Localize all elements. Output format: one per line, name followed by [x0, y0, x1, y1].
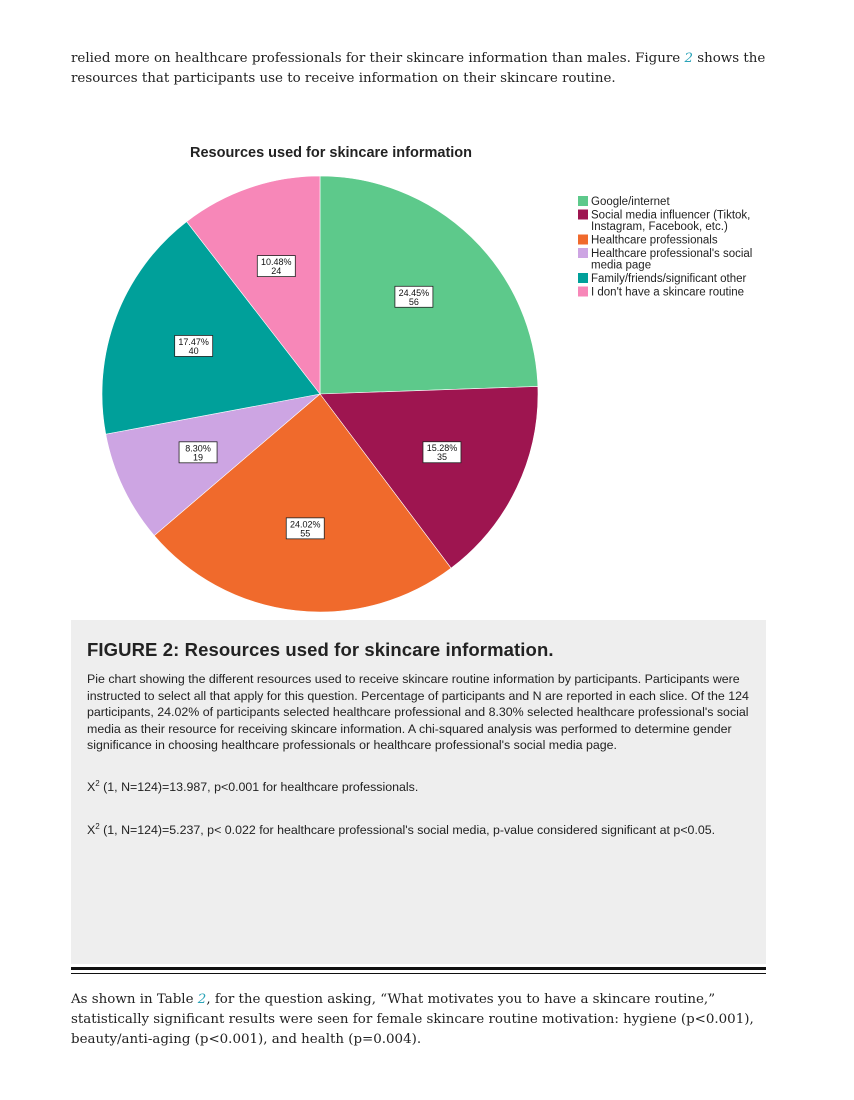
chi-superscript: 2	[95, 821, 100, 831]
data-label-count: 24	[271, 266, 282, 277]
legend-swatch	[578, 210, 588, 220]
section-divider-thick	[71, 967, 766, 970]
data-label-count: 40	[188, 345, 199, 356]
legend-item-google-internet	[578, 196, 670, 208]
legend-swatch	[578, 196, 588, 206]
data-label-percent: 24.45%	[398, 287, 430, 298]
chart-legend	[578, 196, 752, 299]
legend-item-healthcare-professionals	[578, 235, 718, 247]
legend-swatch	[578, 287, 588, 297]
data-label-percent: 10.48%	[261, 257, 292, 268]
data-label-social-media-influencer-tiktok-instagram-facebook-etc	[423, 442, 461, 463]
pie-slice-google-internet	[320, 176, 538, 394]
legend-label: Instagram, Facebook, etc.)	[591, 221, 728, 233]
legend-swatch	[578, 248, 588, 258]
data-label-percent: 17.47%	[178, 336, 209, 347]
data-label-family-friends-significant-other	[175, 335, 213, 356]
data-label-count: 19	[193, 452, 204, 463]
legend-label: Google/internet	[591, 196, 670, 208]
legend-item-i-don-t-have-a-skincare-routine	[578, 287, 744, 299]
chart-area	[71, 112, 766, 620]
data-label-google-internet	[395, 286, 433, 307]
data-label-healthcare-professionals	[286, 518, 324, 539]
legend-item-family-friends-significant-other	[578, 273, 746, 285]
legend-swatch	[578, 235, 588, 245]
figure-container	[71, 112, 766, 964]
data-label-count: 55	[300, 528, 311, 539]
legend-label: media page	[591, 259, 652, 272]
legend-label: I don't have a skincare routine	[591, 286, 745, 299]
paragraph-text: relied more on healthcare professionals for their skincare information than males. Figure	[71, 51, 685, 66]
caption-title: FIGURE 2: Resources used for skincare information.	[87, 639, 554, 660]
chart-title: Resources used for skincare information	[189, 145, 473, 161]
pie-chart	[71, 112, 766, 620]
data-label-healthcare-professional-s-social-media-page	[179, 442, 217, 463]
chi-symbol: X	[87, 780, 96, 795]
legend-label: Healthcare professional's social	[591, 248, 753, 260]
table-reference-link[interactable]: 2	[197, 992, 207, 1007]
data-label-count: 56	[408, 296, 419, 307]
paragraph-text: As shown in Table	[71, 992, 198, 1007]
body-paragraph-top	[71, 49, 771, 89]
stat-text: (1, N=124)=13.987, p<0.001 for healthcare professionals.	[99, 780, 419, 795]
legend-label: Social media influencer (Tiktok,	[591, 209, 751, 222]
legend-item-healthcare-professional-s-social-media-page	[578, 248, 752, 272]
section-divider-thin	[71, 973, 766, 974]
stat-text: (1, N=124)=5.237, p< 0.022 for healthcare professional's social media, p-value considered significant at p<0.05.	[99, 822, 716, 837]
figure-reference-link[interactable]: 2	[684, 51, 693, 66]
caption-stat-healthcare-professionals	[87, 776, 752, 796]
chi-superscript: 2	[95, 778, 100, 788]
data-label-percent: 15.28%	[426, 443, 458, 454]
data-label-percent: 24.02%	[289, 519, 321, 530]
body-paragraph-bottom	[71, 990, 771, 1050]
chi-symbol: X	[87, 822, 96, 837]
legend-label: Family/friends/significant other	[591, 273, 747, 285]
data-label-i-don-t-have-a-skincare-routine	[257, 256, 295, 277]
paragraph-text: shows the resources that participants use to receive information on their skincare routine.	[71, 51, 766, 86]
pie-slices	[102, 176, 538, 612]
caption-stat-social-media	[87, 819, 752, 839]
data-label-count: 35	[436, 452, 447, 463]
caption-description: Pie chart showing the different resources used to receive skincare routine information by participants. Participants were instructed to select all that apply for this question. Percentage of participants and N are reported in each slice. Of the 124 participants, 24.02% of participants selected healthcare professional and 8.30% selected healthcare professional's social media as their resource for receiving skincare information. A chi-squared analysis was performed to determine gender significance in choosing healthcare professionals or healthcare professional's social media page.	[87, 672, 749, 753]
figure-caption	[87, 639, 752, 838]
legend-item-social-media-influencer-tiktok-instagram-facebook-etc	[578, 210, 750, 234]
data-label-percent: 8.30%	[185, 443, 211, 454]
legend-label: Healthcare professionals	[591, 234, 718, 247]
paragraph-text: , for the question asking, “What motivates you to have a skincare routine,” statistically significant results were seen for female skincare routine motivation: hygiene (p<0.001), beauty/anti-aging (p<0.001), and health (p=0.004).	[71, 992, 754, 1047]
legend-swatch	[578, 273, 588, 283]
